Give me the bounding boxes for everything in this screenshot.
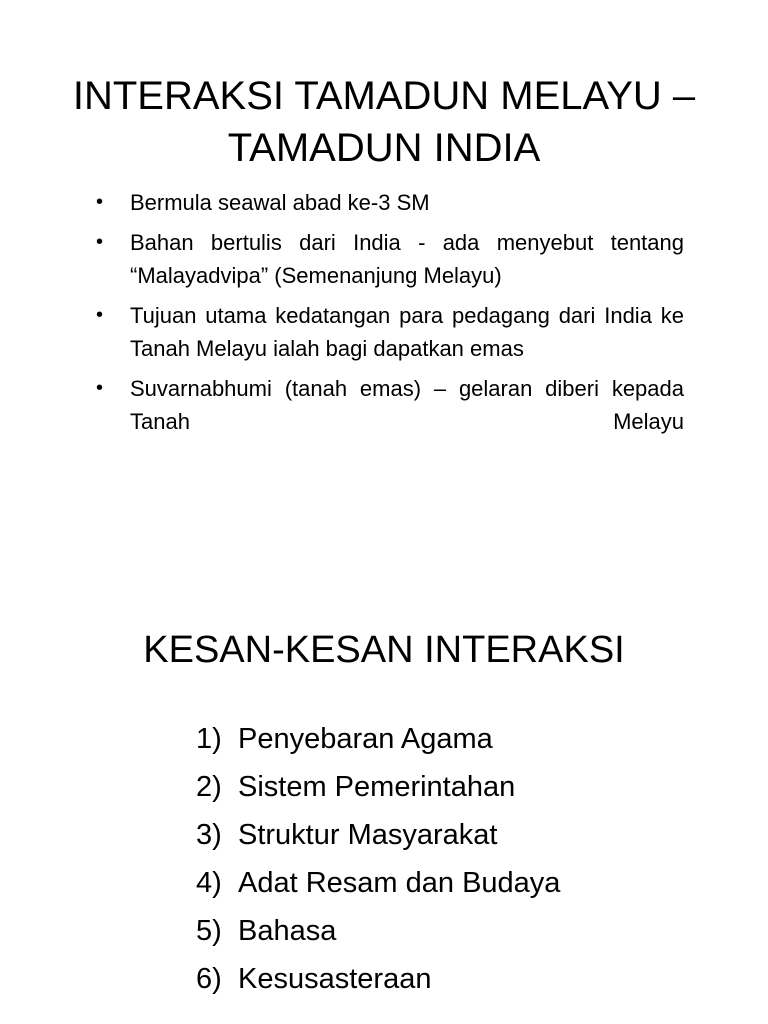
- item-text: Struktur Masyarakat: [238, 819, 498, 851]
- item-number: 6): [196, 963, 222, 995]
- item-text: Bahasa: [238, 915, 337, 947]
- item-number: 1): [196, 723, 222, 755]
- numbered-item: [196, 859, 560, 907]
- bullet-icon: •: [96, 304, 104, 326]
- bullet-item: [96, 299, 684, 365]
- slide-title: KESAN-KESAN INTERAKSI: [143, 629, 625, 671]
- numbered-item: [196, 763, 560, 811]
- bullet-item: [96, 372, 684, 438]
- bullet-list: [96, 186, 684, 445]
- item-number: 4): [196, 867, 222, 899]
- item-number: 3): [196, 819, 222, 851]
- numbered-list: [196, 715, 560, 1003]
- numbered-item: [196, 811, 560, 859]
- bullet-icon: •: [96, 191, 104, 213]
- bullet-text: Bahan bertulis dari India - ada menyebut tentang “Malayadvipa” (Semenanjung Melayu): [130, 230, 684, 288]
- bullet-icon: •: [96, 377, 104, 399]
- bullet-icon: •: [96, 231, 104, 253]
- item-text: Kesusasteraan: [238, 963, 432, 995]
- numbered-item: [196, 715, 560, 763]
- item-text: Adat Resam dan Budaya: [238, 867, 561, 899]
- bullet-text: Tujuan utama kedatangan para pedagang dari India ke Tanah Melayu ialah bagi dapatkan emas: [130, 303, 684, 361]
- bullet-item: [96, 186, 684, 219]
- item-number: 5): [196, 915, 222, 947]
- item-number: 2): [196, 771, 222, 803]
- slide-kesan: [0, 512, 768, 1024]
- item-text: Penyebaran Agama: [238, 723, 493, 755]
- slide-title: [0, 70, 768, 174]
- item-text: Sistem Pemerintahan: [238, 771, 516, 803]
- bullet-text: Suvarnabhumi (tanah emas) – gelaran diberi kepada Tanah Melayu: [130, 376, 684, 434]
- numbered-item: [196, 955, 560, 1003]
- title-line-2: TAMADUN INDIA: [227, 126, 541, 170]
- bullet-item: [96, 226, 684, 292]
- numbered-item: [196, 907, 560, 955]
- bullet-text: Bermula seawal abad ke-3 SM: [130, 190, 430, 215]
- title-line-1: INTERAKSI TAMADUN MELAYU –: [72, 74, 696, 118]
